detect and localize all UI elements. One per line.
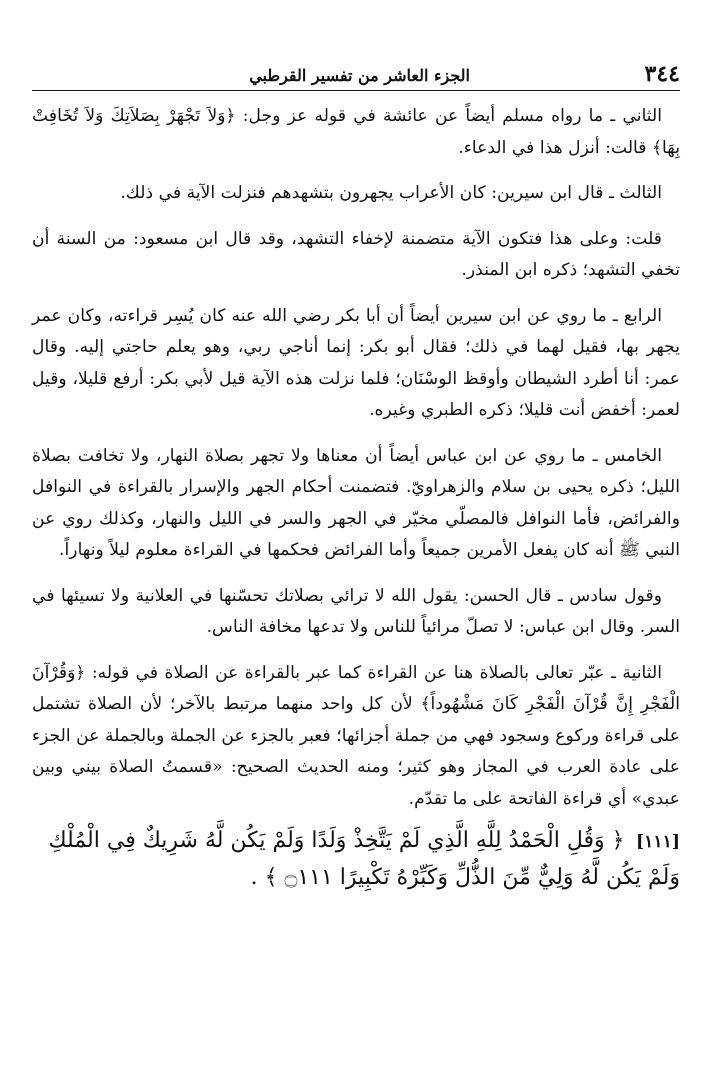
page-header: [32, 58, 680, 91]
paragraph-second-issue: الثانية ـ عبّر تعالى بالصلاة هنا عن القراءة كما عبر بالقراءة عن الصلاة في قوله: ﴿وَقُرْآنَ الْفَجْرِ إِنَّ قُرْآنَ الْفَجْرِ كَانَ مَشْهُوداً﴾ لأن كل واحد منهما مرتبط بالآخر؛ لأن الصلاة تشتمل على قراءة وركوع وسجود فهي من جملة أجزائها؛ فعبر بالجزء عن الجملة وبالجملة عن الجزء على عادة العرب في المجاز وهو كثير؛ ومنه الحديث الصحيح: «قسمتُ الصلاة بيني وبين عبدي» أي قراءة الفاتحة على ما تقدّم.: [32, 662, 680, 809]
page-number: ٣٤٤: [644, 61, 680, 87]
quran-verse: [32, 823, 680, 897]
paragraph-third-report: الثالث ـ قال ابن سيرين: كان الأعراب يجهرون بتشهدهم فنزلت الآية في ذلك.: [120, 183, 662, 203]
paragraph-author-note: قلت: وعلى هذا فتكون الآية متضمنة لإخفاء التشهد، وقد قال ابن مسعود: من السنة أن تخفي التشهد؛ ذكره ابن المنذر.: [32, 228, 680, 280]
running-title: الجزء العاشر من تفسير القرطبي: [249, 66, 470, 85]
paragraph-fifth-report: الخامس ـ ما روي عن ابن عباس أيضاً أن معناها ولا تجهر بصلاة النهار، ولا تخافت بصلاة الليل؛ ذكره يحيى بن سلام والزهراويّ. فتضمنت أحكام الجهر والإسرار بالقراءة في النوافل والفرائض، فأما النوافل فالمصلّي مخيّر في الجهر والسر في الليل والنهار، وكذلك روي عن النبي ﷺ أنه كان يفعل الأمرين جميعاً وأما الفرائض فحكمها في القراءة معلوم ليلاً ونهاراً.: [32, 445, 680, 560]
paragraph-sixth-opinion: وقول سادس ـ قال الحسن: يقول الله لا ترائي بصلاتك تحسّنها في العلانية ولا تسيئها في السر. وقال ابن عباس: لا تصلّ مرائياً للناس ولا تدعها مخافة الناس.: [32, 585, 680, 637]
verse-text: ﴿ وَقُلِ الْحَمْدُ لِلَّهِ الَّذِي لَمْ يَتَّخِذْ وَلَدًا وَلَمْ يَكُن لَّهُ شَرِيكٌ فِي الْمُلْكِ وَلَمْ يَكُن لَّهُ وَلِيٌّ مِّنَ الذُّلِّ وَكَبِّرْهُ تَكْبِيرًا ۝١١١ ﴾ .: [48, 828, 680, 890]
paragraph-second-report: الثاني ـ ما رواه مسلم أيضاً عن عائشة في قوله عز وجل: ﴿وَلاَ تَجْهَرْ بِصَلاَتِكَ وَلاَ تُخَافِتْ بِهَا﴾ قالت: أنزل هذا في الدعاء.: [32, 106, 680, 158]
verse-number: [١١١]: [636, 832, 680, 852]
paragraph-fourth-report: الرابع ـ ما روي عن ابن سيرين أيضاً أن أبا بكر رضي الله عنه كان يُسِر قراءته، وكان عمر يجهر بها، فقيل لهما في ذلك؛ فقال أبو بكر: إنما أناجي ربي، وهو يعلم حاجتي إليه. وقال عمر: أنا أطرد الشيطان وأوقظ الوسْنَان؛ فلما نزلت هذه الآية قيل لأبي بكر: أرفع قليلا، وقيل لعمر: أخفض أنت قليلا؛ ذكره الطبري وغيره.: [32, 305, 680, 420]
book-page: [32, 58, 680, 1068]
page-content: [32, 101, 680, 897]
